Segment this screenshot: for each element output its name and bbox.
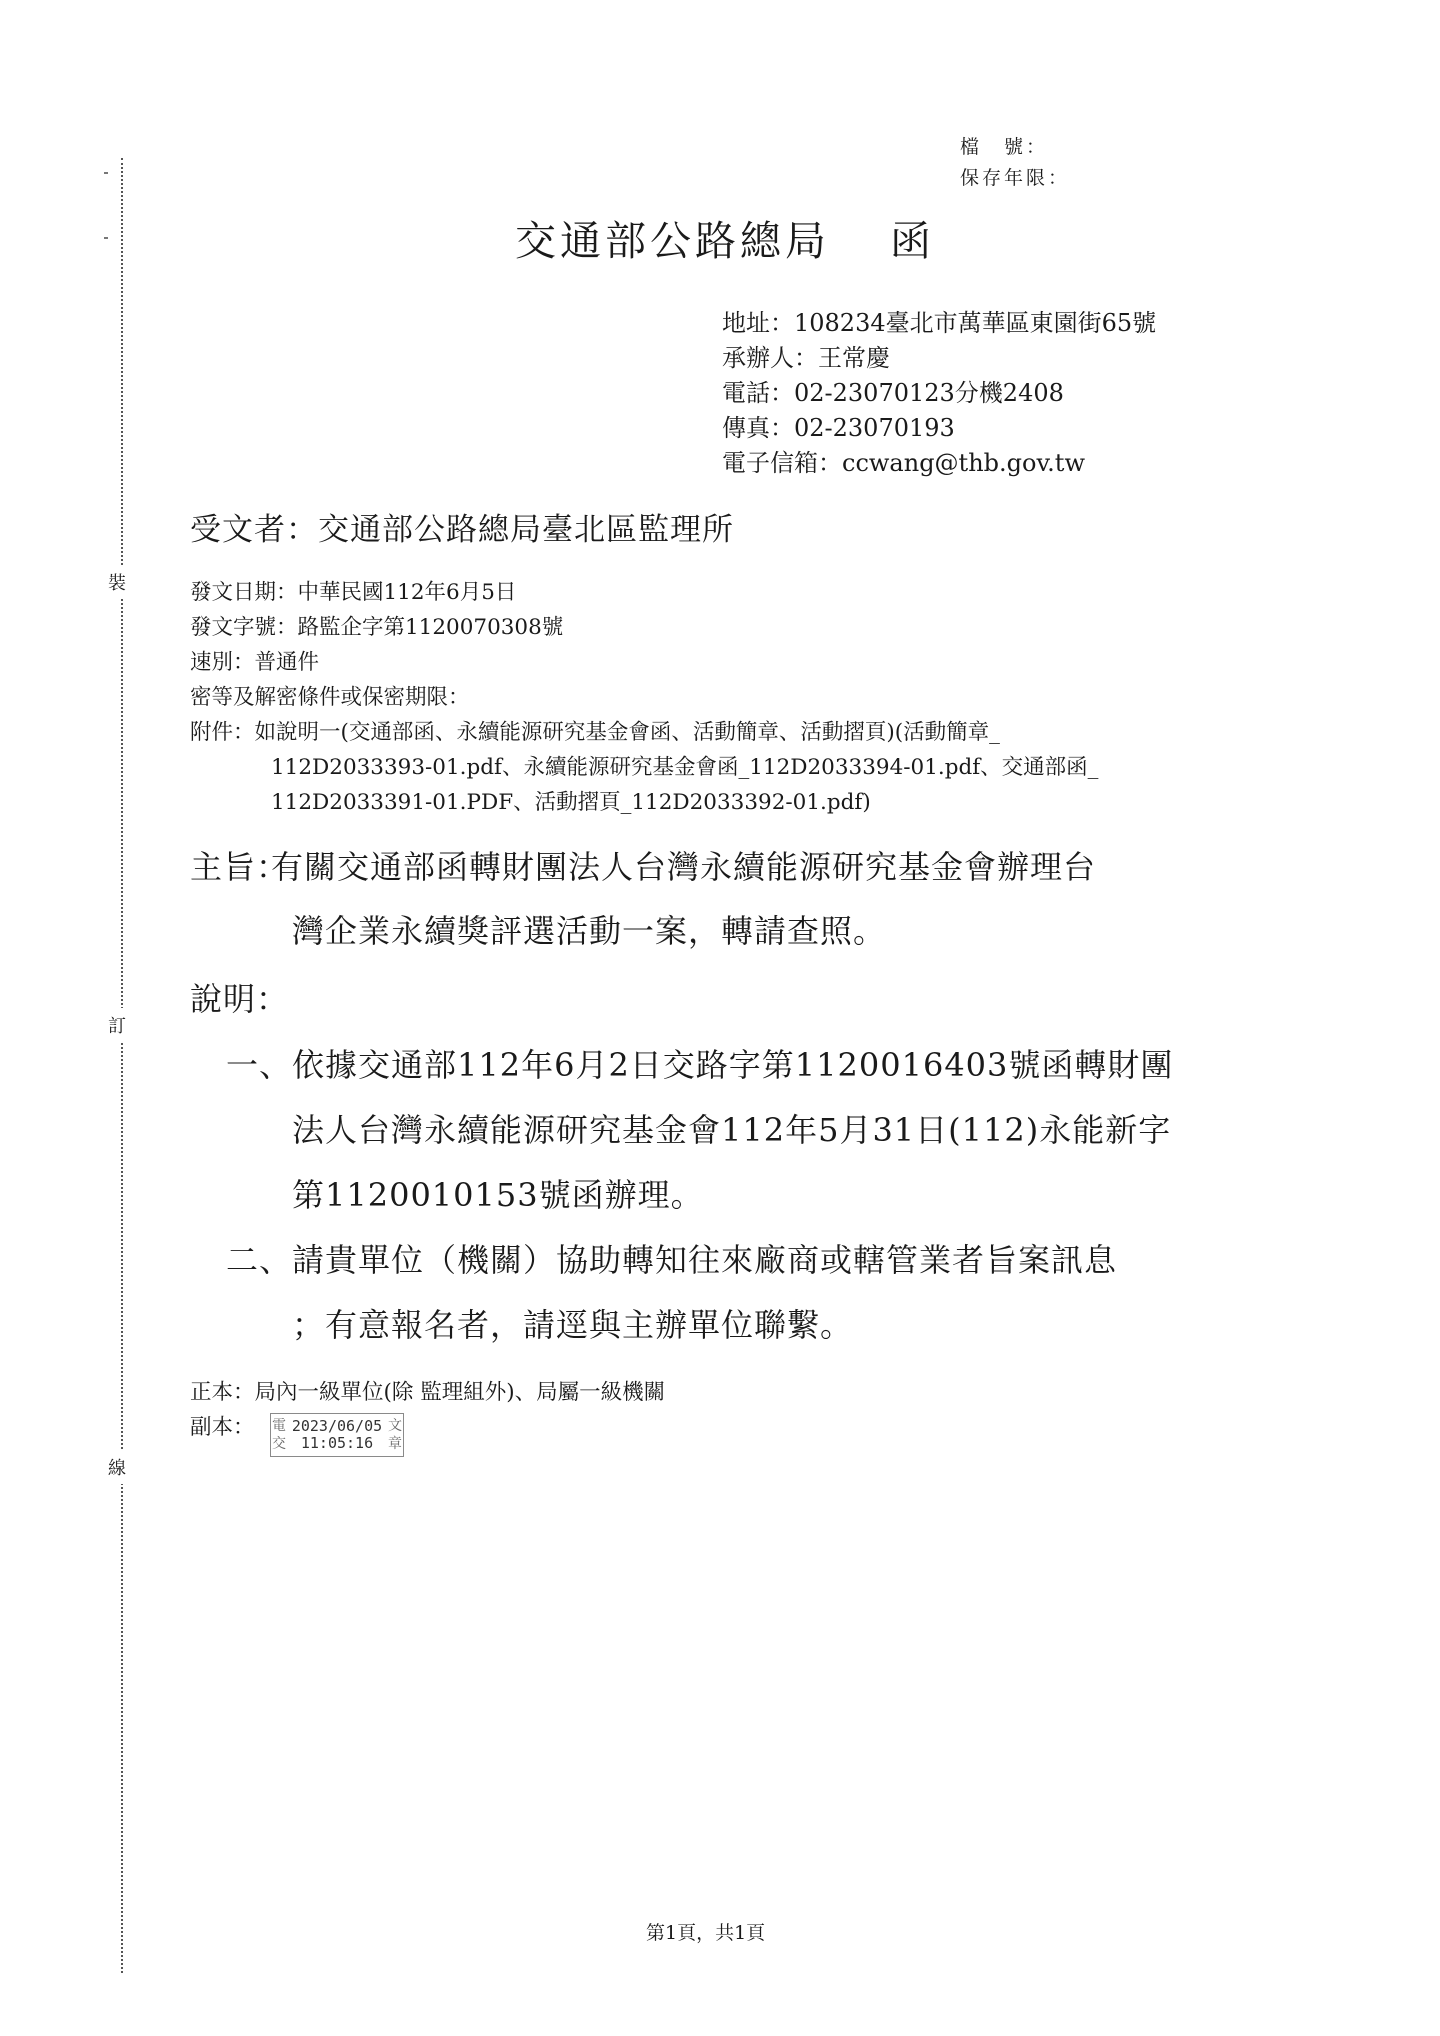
subject-line-2: 灣企業永續獎評選活動一案，轉請查照。 [292,912,887,950]
binding-mark-zhuang: 裝 [108,565,126,599]
item-2-line-1: 請貴單位（機關）協助轉知往來廠商或轄管業者旨案訊息 [292,1241,1118,1279]
contact-officer: 承辦人：王常慶 [722,344,890,372]
subject-label: 主旨： [190,848,290,886]
document-type: 函 [890,217,935,265]
stamp-time: 11:05:16 [300,1434,374,1452]
file-number: 檔 號： [960,136,1049,158]
contact-address: 地址：108234臺北市萬華區東園街65號 [722,309,1157,337]
stamp-char: 交 [272,1436,286,1452]
item-1-line-2: 法人台灣永續能源研究基金會112年5月31日(112)永能新字 [292,1111,1172,1149]
page-title [515,208,935,267]
issue-date: 發文日期：中華民國112年6月5日 [190,580,517,605]
description-label: 說明： [190,980,290,1018]
stamp-char: 文 [388,1418,402,1434]
stamp-char: 電 [272,1418,286,1434]
agency-name: 交通部公路總局 [515,217,830,265]
original-recipients: 正本：局內一級單位(除 監理組外)、局屬一級機關 [190,1380,666,1405]
page-number: 第1頁，共1頁 [646,1922,766,1944]
contact-fax: 傳真：02-23070193 [722,414,955,442]
item-number: 一、 [226,1046,293,1084]
stamp-char: 章 [388,1436,402,1452]
item-2-line-2: ；有意報名者，請逕與主辦單位聯繫。 [292,1306,854,1344]
issue-number: 發文字號：路監企字第1120070308號 [190,615,564,640]
attachment-line-2: 112D2033393-01.pdf、永續能源研究基金會函_112D2033394-01.pdf、交通部函_ [271,755,1099,780]
stamp-date: 2023/06/05 [291,1417,383,1435]
receiver: 受文者：交通部公路總局臺北區監理所 [190,512,734,548]
copy-recipients: 副本： [190,1415,255,1440]
binding-line [121,158,123,1973]
urgency: 速別：普通件 [190,650,320,675]
attachment-line-3: 112D2033391-01.PDF、活動摺頁_112D2033392-01.pdf) [271,790,871,815]
item-number: 二、 [226,1241,293,1279]
item-1-line-3: 第1120010153號函辦理。 [292,1176,704,1214]
binding-mark-ding: 訂 [108,1008,126,1042]
electronic-seal-stamp [270,1413,404,1457]
retention-period: 保存年限： [960,167,1071,189]
margin-tick [104,172,108,174]
margin-tick [104,237,108,239]
binding-mark-xian: 線 [108,1450,126,1484]
attachment-line-1: 附件：如說明一(交通部函、永續能源研究基金會函、活動簡章、活動摺頁)(活動簡章_ [190,720,1000,745]
contact-email: 電子信箱：ccwang@thb.gov.tw [722,449,1085,477]
secrecy: 密等及解密條件或保密期限： [190,685,470,710]
subject-line-1: 有關交通部函轉財團法人台灣永續能源研究基金會辦理台 [271,848,1097,886]
contact-phone: 電話：02-23070123分機2408 [722,379,1064,407]
item-1-line-1: 依據交通部112年6月2日交路字第1120016403號函轉財團 [292,1046,1174,1084]
